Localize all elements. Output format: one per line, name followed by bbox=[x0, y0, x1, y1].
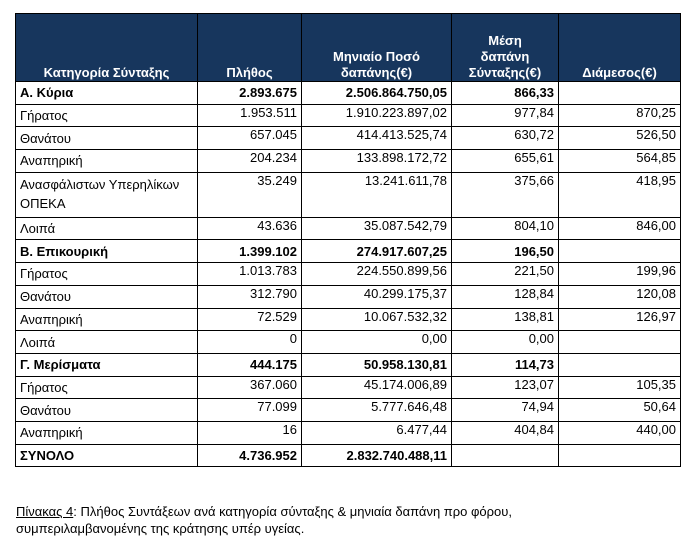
cell-amount: 133.898.172,72 bbox=[302, 150, 452, 173]
cell-median: 418,95 bbox=[559, 172, 681, 217]
cell-count: 43.636 bbox=[198, 217, 302, 240]
cell-average: 404,84 bbox=[452, 421, 559, 444]
cell-amount: 40.299.175,37 bbox=[302, 285, 452, 308]
table-row bbox=[16, 353, 681, 376]
cell-count: 35.249 bbox=[198, 172, 302, 217]
table-row bbox=[16, 308, 681, 331]
cell-category: Θανάτου bbox=[16, 285, 198, 308]
cell-category: Λοιπά bbox=[16, 331, 198, 354]
cell-median bbox=[559, 353, 681, 376]
cell-amount: 45.174.006,89 bbox=[302, 376, 452, 399]
table-body bbox=[16, 82, 681, 467]
header-category: Κατηγορία Σύνταξης bbox=[16, 14, 198, 82]
cell-median bbox=[559, 331, 681, 354]
cell-count: 312.790 bbox=[198, 285, 302, 308]
cell-category: Γήρατος bbox=[16, 104, 198, 127]
cell-average: 74,94 bbox=[452, 399, 559, 422]
cell-category: Ανασφάλιστων Υπερηλίκων ΟΠΕΚΑ bbox=[16, 172, 198, 217]
cell-median: 50,64 bbox=[559, 399, 681, 422]
cell-category: Θανάτου bbox=[16, 399, 198, 422]
cell-average: 804,10 bbox=[452, 217, 559, 240]
cell-median: 199,96 bbox=[559, 263, 681, 286]
caption-label: Πίνακας 4 bbox=[16, 504, 74, 519]
cell-amount: 10.067.532,32 bbox=[302, 308, 452, 331]
table-row bbox=[16, 399, 681, 422]
cell-count: 0 bbox=[198, 331, 302, 354]
cell-median: 870,25 bbox=[559, 104, 681, 127]
cell-amount: 0,00 bbox=[302, 331, 452, 354]
cell-amount: 6.477,44 bbox=[302, 421, 452, 444]
header-average-line2: δαπάνη bbox=[480, 49, 530, 64]
table-row bbox=[16, 421, 681, 444]
header-average bbox=[452, 14, 559, 82]
cell-median bbox=[559, 240, 681, 263]
caption-text: : Πλήθος Συντάξεων ανά κατηγορία σύνταξης & μηνιαία δαπάνη προ φόρου, bbox=[73, 504, 512, 519]
table-row bbox=[16, 285, 681, 308]
cell-amount: 50.958.130,81 bbox=[302, 353, 452, 376]
cell-count: 72.529 bbox=[198, 308, 302, 331]
cell-median: 440,00 bbox=[559, 421, 681, 444]
table-caption bbox=[16, 503, 686, 537]
cell-median: 526,50 bbox=[559, 127, 681, 150]
table-header-row bbox=[16, 14, 681, 82]
cell-count: 204.234 bbox=[198, 150, 302, 173]
cell-median: 126,97 bbox=[559, 308, 681, 331]
cell-median: 564,85 bbox=[559, 150, 681, 173]
pension-table bbox=[15, 13, 681, 467]
cell-category: Αναπηρική bbox=[16, 150, 198, 173]
header-average-line3: Σύνταξης(€) bbox=[468, 65, 542, 80]
cell-median bbox=[559, 82, 681, 105]
cell-count: 657.045 bbox=[198, 127, 302, 150]
caption-line1 bbox=[16, 503, 686, 520]
cell-amount: 414.413.525,74 bbox=[302, 127, 452, 150]
cell-count: 367.060 bbox=[198, 376, 302, 399]
cell-average: 221,50 bbox=[452, 263, 559, 286]
cell-count: 444.175 bbox=[198, 353, 302, 376]
cell-category: Γ. Μερίσματα bbox=[16, 353, 198, 376]
cell-amount: 1.910.223.897,02 bbox=[302, 104, 452, 127]
cell-median bbox=[559, 444, 681, 467]
table-row bbox=[16, 240, 681, 263]
header-monthly-amount bbox=[302, 14, 452, 82]
cell-category: Αναπηρική bbox=[16, 308, 198, 331]
table-row bbox=[16, 104, 681, 127]
cell-average: 196,50 bbox=[452, 240, 559, 263]
cell-amount: 224.550.899,56 bbox=[302, 263, 452, 286]
table-row bbox=[16, 172, 681, 217]
cell-count: 1.953.511 bbox=[198, 104, 302, 127]
table-row bbox=[16, 444, 681, 467]
cell-category: Γήρατος bbox=[16, 376, 198, 399]
cell-category: Θανάτου bbox=[16, 127, 198, 150]
cell-average: 114,73 bbox=[452, 353, 559, 376]
cell-average: 375,66 bbox=[452, 172, 559, 217]
cell-category: ΣΥΝΟΛΟ bbox=[16, 444, 198, 467]
table-row bbox=[16, 376, 681, 399]
cell-amount: 5.777.646,48 bbox=[302, 399, 452, 422]
cell-count: 77.099 bbox=[198, 399, 302, 422]
cell-category: Γήρατος bbox=[16, 263, 198, 286]
table-row bbox=[16, 217, 681, 240]
cell-category: Β. Επικουρική bbox=[16, 240, 198, 263]
cell-count: 16 bbox=[198, 421, 302, 444]
cell-category: Λοιπά bbox=[16, 217, 198, 240]
cell-average: 655,61 bbox=[452, 150, 559, 173]
cell-category: Α. Κύρια bbox=[16, 82, 198, 105]
header-monthly-amount-line1: Μηνιαίο Ποσό bbox=[333, 49, 420, 64]
cell-count: 2.893.675 bbox=[198, 82, 302, 105]
table-row bbox=[16, 82, 681, 105]
cell-amount: 13.241.611,78 bbox=[302, 172, 452, 217]
header-count: Πλήθος bbox=[198, 14, 302, 82]
table-row bbox=[16, 150, 681, 173]
cell-amount: 2.506.864.750,05 bbox=[302, 82, 452, 105]
cell-average: 630,72 bbox=[452, 127, 559, 150]
cell-amount: 2.832.740.488,11 bbox=[302, 444, 452, 467]
cell-category: Αναπηρική bbox=[16, 421, 198, 444]
caption-line2: συμπεριλαμβανομένης της κράτησης υπέρ υγείας. bbox=[16, 521, 305, 536]
cell-count: 1.399.102 bbox=[198, 240, 302, 263]
cell-amount: 35.087.542,79 bbox=[302, 217, 452, 240]
cell-average: 0,00 bbox=[452, 331, 559, 354]
header-median: Διάμεσος(€) bbox=[559, 14, 681, 82]
cell-median: 846,00 bbox=[559, 217, 681, 240]
table-row bbox=[16, 331, 681, 354]
cell-average: 123,07 bbox=[452, 376, 559, 399]
cell-median: 105,35 bbox=[559, 376, 681, 399]
cell-count: 4.736.952 bbox=[198, 444, 302, 467]
cell-average bbox=[452, 444, 559, 467]
cell-median: 120,08 bbox=[559, 285, 681, 308]
cell-average: 138,81 bbox=[452, 308, 559, 331]
cell-average: 866,33 bbox=[452, 82, 559, 105]
table-row bbox=[16, 263, 681, 286]
cell-count: 1.013.783 bbox=[198, 263, 302, 286]
cell-average: 128,84 bbox=[452, 285, 559, 308]
header-monthly-amount-line2: δαπάνης(€) bbox=[340, 65, 413, 80]
cell-amount: 274.917.607,25 bbox=[302, 240, 452, 263]
header-average-line1: Μέση bbox=[488, 33, 522, 48]
table-row bbox=[16, 127, 681, 150]
cell-average: 977,84 bbox=[452, 104, 559, 127]
